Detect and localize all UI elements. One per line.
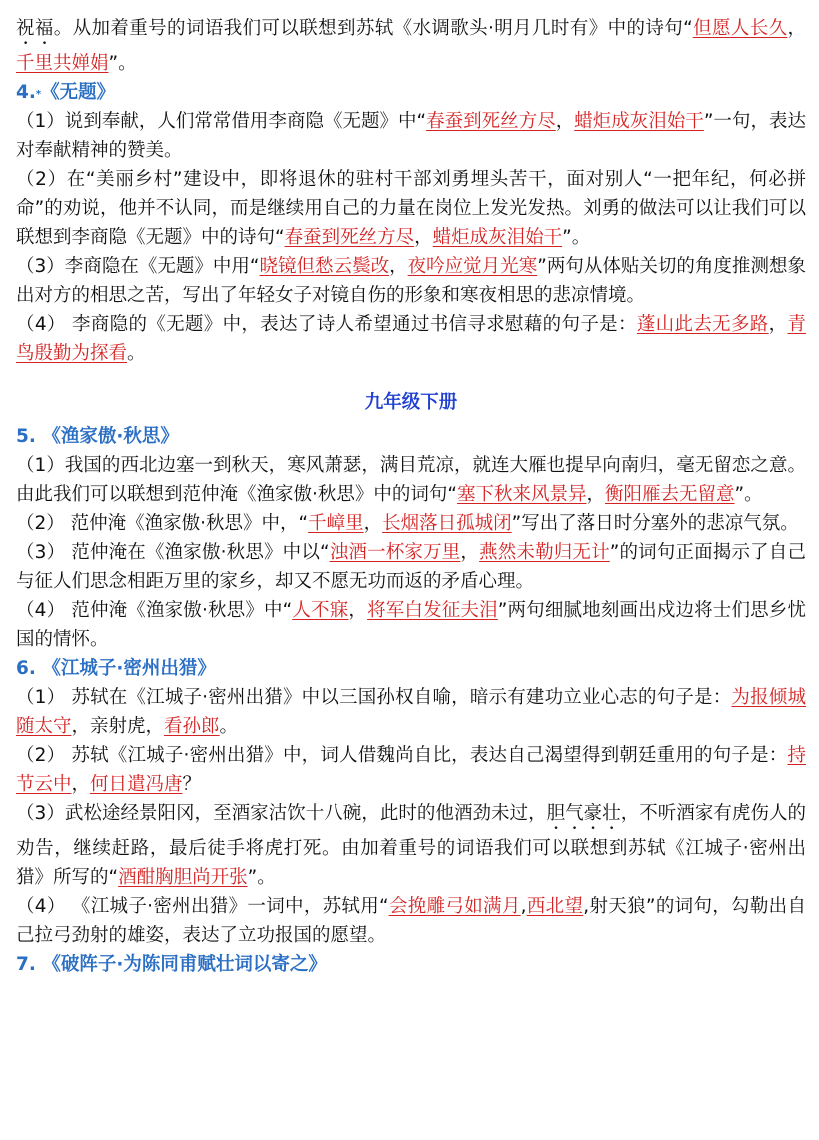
section-heading-7: 7. 《破阵子·为陈同甫赋壮词以寄之》 <box>16 954 327 975</box>
answer-text: 蓬山此去无多路 <box>636 314 769 335</box>
section-heading-5: 5. 《渔家傲·秋思》 <box>16 426 179 447</box>
question-5-2: （2） 范仲淹《渔家傲·秋思》中，“千嶂里，长烟落日孤城闭”写出了落日时分塞外的悲凉气氛。 <box>16 513 799 534</box>
answer-text: 燕然未勒归无计 <box>479 542 610 563</box>
answer-text: 春蚕到死丝方尽 <box>426 111 556 132</box>
question-6-3: （3）武松途经景阳冈，至酒家沽饮十八碗，此时的他酒劲未过，胆气豪壮，不听酒家有虎伤人的劝告，继续赶路，最后徒手将虎打死。由加着重号的词语我们可以联想到苏轼《江城子·密州出猎》所写的“酒酣胸胆尚开张”。 <box>16 803 806 888</box>
answer-text: 千嶂里 <box>308 513 364 534</box>
question-4-4: （4） 李商隐的《无题》中，表达了诗人希望通过书信寻求慰藉的句子是：蓬山此去无多路，青鸟殷勤为探看。 <box>16 314 806 364</box>
answer-text: 看孙郎 <box>164 716 220 737</box>
intro-emphasis: 祝福。 <box>16 18 73 39</box>
question-4-3: （3）李商隐在《无题》中用“晓镜但愁云鬓改，夜吟应觉月光寒”两句从体贴关切的角度推测想象出对方的相思之苦，写出了年轻女子对镜自伤的形象和寒夜相思的悲凉情境。 <box>16 256 806 306</box>
answer-text: 长烟落日孤城闭 <box>382 513 512 534</box>
question-5-3: （3） 范仲淹在《渔家傲·秋思》中以“浊酒一杯家万里，燕然未勒归无计”的词句正面揭示了自己与征人们思念相距万里的家乡，却又不愿无功而返的矛盾心理。 <box>16 542 806 592</box>
answer-text: 夜吟应觉月光寒 <box>407 256 538 277</box>
emphasis-dotted: 胆气豪壮 <box>546 803 621 824</box>
question-4-1: （1）说到奉献，人们常常借用李商隐《无题》中“春蚕到死丝方尽，蜡炬成灰泪始干”一句，表达对奉献精神的赞美。 <box>16 111 806 161</box>
answer-text: 晓镜但愁云鬓改 <box>259 256 390 277</box>
answer-text: 但愿人长久 <box>692 18 788 39</box>
question-4-2: （2）在“美丽乡村”建设中，即将退休的驻村干部刘勇埋头苦干，面对别人“一把年纪，何必拼命”的劝说，他并不认同，而是继续用自己的力量在岗位上发光发热。刘勇的做法可以让我们可以联想到李商隐《无题》中的诗句“春蚕到死丝方尽，蜡炬成灰泪始干”。 <box>16 169 806 248</box>
answer-text: 将军白发征夫泪 <box>367 600 498 621</box>
answer-text: 为报倾城随太守 <box>16 687 806 737</box>
question-5-4: （4） 范仲淹《渔家傲·秋思》中“人不寐，将军白发征夫泪”两句细腻地刻画出戍边将士们思乡忧国的情怀。 <box>16 600 806 650</box>
section-title: 九年级下册 <box>364 392 458 413</box>
answer-text: 青鸟殷勤为探看 <box>16 314 806 364</box>
answer-text: 会挽雕弓如满月 <box>388 896 521 917</box>
answer-text: 人不寐 <box>292 600 349 621</box>
answer-text: 浊酒一杯家万里 <box>329 542 461 563</box>
section-heading-4: 4.*《无题》 <box>16 82 116 103</box>
answer-text: 蜡炬成灰泪始干 <box>432 227 563 248</box>
question-6-1: （1） 苏轼在《江城子·密州出猎》中以三国孙权自喻，暗示有建功立业心志的句子是：为报倾城随太守，亲射虎，看孙郎。 <box>16 687 806 737</box>
question-6-2: （2） 苏轼《江城子·密州出猎》中，词人借魏尚自比，表达自己渴望得到朝廷重用的句子是：持节云中，何日遣冯唐？ <box>16 745 806 795</box>
question-6-4: （4） 《江城子·密州出猎》一词中，苏轼用“会挽雕弓如满月,西北望,射天狼”的词句，勾勒出自己拉弓劲射的雄姿，表达了立功报国的愿望。 <box>16 896 806 946</box>
answer-text: 持节云中 <box>16 745 806 795</box>
answer-text: 西北望 <box>526 896 584 917</box>
answer-text: 塞下秋来风景异 <box>456 484 587 505</box>
answer-text: 千里共婵娟 <box>16 53 109 74</box>
section-heading-6: 6. 《江城子·密州出猎》 <box>16 658 216 679</box>
intro-paragraph: 祝福。从加着重号的词语我们可以联想到苏轼《水调歌头·明月几时有》中的诗句“但愿人长久，千里共婵娟”。 <box>16 18 806 74</box>
answer-text: 蜡炬成灰泪始干 <box>574 111 704 132</box>
question-5-1: （1）我国的西北边塞一到秋天，寒风萧瑟，满目荒凉，就连大雁也提早向南归，毫无留恋之意。由此我们可以联想到范仲淹《渔家傲·秋思》中的词句“塞下秋来风景异，衡阳雁去无留意”。 <box>16 455 806 505</box>
answer-text: 春蚕到死丝方尽 <box>284 227 415 248</box>
document-page <box>16 14 806 979</box>
answer-text: 酒酣胸胆尚开张 <box>118 867 248 888</box>
answer-text: 何日遣冯唐 <box>90 774 183 795</box>
answer-text: 衡阳雁去无留意 <box>605 484 735 505</box>
